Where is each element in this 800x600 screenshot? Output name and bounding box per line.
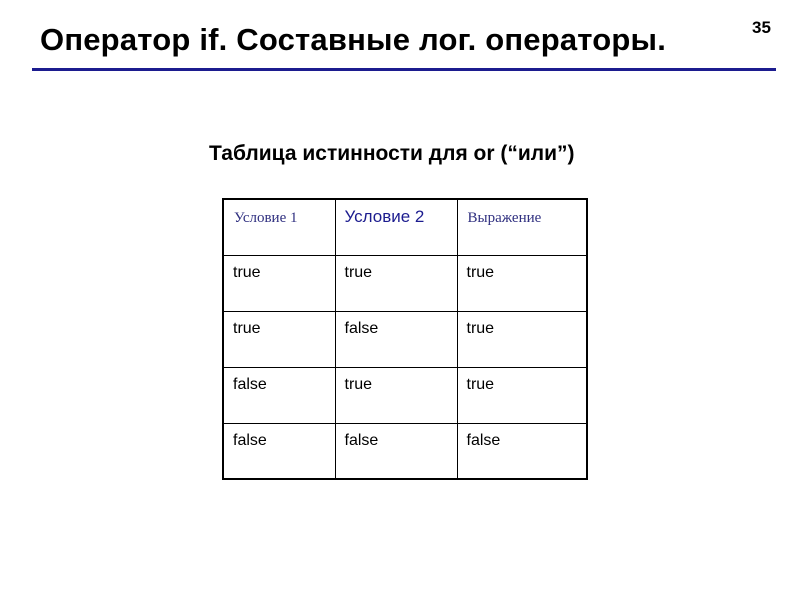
truth-table-header bbox=[223, 199, 587, 255]
cell-expression: false bbox=[457, 423, 587, 479]
header-condition-2: Условие 2 bbox=[335, 199, 457, 255]
header-row bbox=[223, 199, 587, 255]
cell-condition-1: false bbox=[223, 367, 335, 423]
cell-expression: true bbox=[457, 311, 587, 367]
truth-table-body bbox=[223, 255, 587, 479]
title-divider bbox=[32, 68, 776, 71]
cell-expression: true bbox=[457, 255, 587, 311]
slide-number: 35 bbox=[752, 18, 771, 37]
cell-condition-2: false bbox=[335, 311, 457, 367]
table-row bbox=[223, 311, 587, 367]
truth-table bbox=[222, 198, 588, 480]
slide-title: Оператор if. Составные лог. операторы. bbox=[40, 22, 667, 57]
cell-condition-1: true bbox=[223, 311, 335, 367]
table-row bbox=[223, 423, 587, 479]
cell-condition-2: true bbox=[335, 255, 457, 311]
cell-condition-1: true bbox=[223, 255, 335, 311]
header-expression: Выражение bbox=[457, 199, 587, 255]
cell-condition-2: true bbox=[335, 367, 457, 423]
table-row bbox=[223, 255, 587, 311]
table-caption: Таблица истинности для or (“или”) bbox=[209, 142, 575, 165]
table-row bbox=[223, 367, 587, 423]
cell-condition-2: false bbox=[335, 423, 457, 479]
cell-condition-1: false bbox=[223, 423, 335, 479]
header-condition-1: Условие 1 bbox=[223, 199, 335, 255]
cell-expression: true bbox=[457, 367, 587, 423]
